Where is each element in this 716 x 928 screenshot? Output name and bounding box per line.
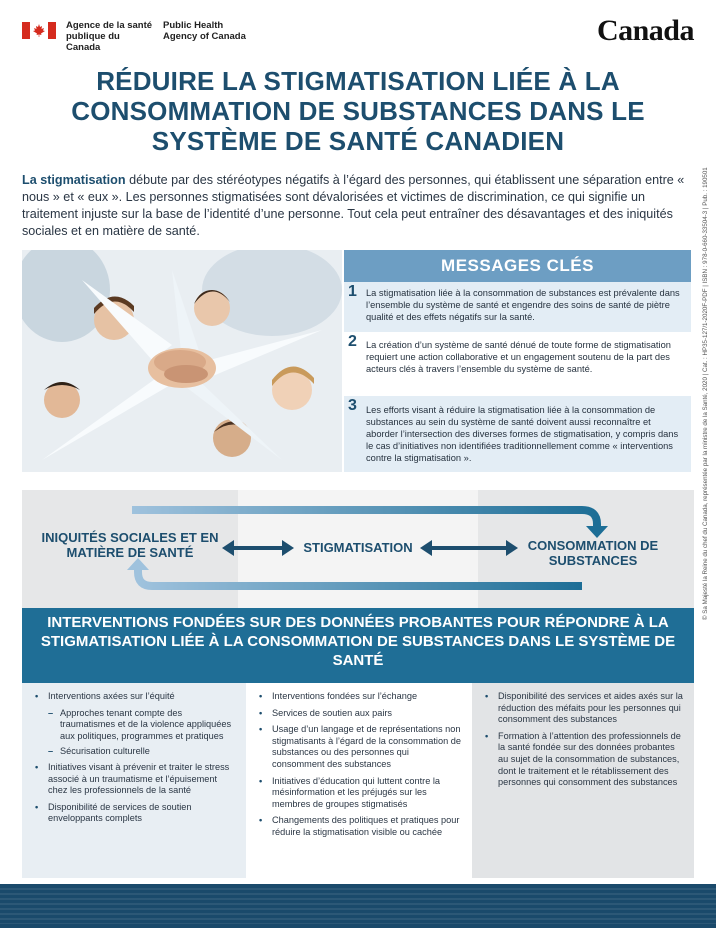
list-item: – Approches tenant compte des traumatismes et de la violence appliquées aux politiques, programmes et pratiques bbox=[32, 708, 238, 743]
list-item: • Initiatives d’éducation qui luttent contre la mésinformation et les préjugés sur les membres de groupes stigmatisés bbox=[256, 776, 464, 811]
key-message-number: 3 bbox=[348, 397, 357, 414]
key-message-text: Les efforts visant à réduire la stigmatisation liée à la consommation de substances au sein du système de santé doivent aussi reconnaître et aborder l’intersection des diverses formes de stigmatisation, y compris dans le cas d’initiatives non identifiées traditionnellement comme « interventions contre la stigmatisation ». bbox=[366, 405, 679, 463]
agency-name-french: Agence de la santé publique du Canada bbox=[66, 20, 153, 53]
interventions-column-2 bbox=[246, 683, 472, 878]
key-message-item bbox=[344, 332, 691, 396]
canada-flag-icon bbox=[22, 22, 56, 39]
cycle-label-substance-use: CONSOMMATION DE SUBSTANCES bbox=[527, 538, 659, 568]
list-item: • Disponibilité des services et aides axés sur la réduction des méfaits pour les personnes qui consomment des substances bbox=[482, 691, 686, 726]
key-messages-panel bbox=[344, 250, 691, 472]
page-title: RÉDUIRE LA STIGMATISATION LIÉE À LA CONSOMMATION DE SUBSTANCES DANS LE SYSTÈME DE SANTÉ CANADIEN bbox=[71, 66, 645, 156]
footer-band bbox=[0, 884, 716, 928]
list-item: • Disponibilité de services de soutien enveloppants complets bbox=[32, 802, 238, 825]
key-message-item bbox=[344, 282, 691, 332]
key-message-number: 1 bbox=[348, 283, 357, 300]
header bbox=[0, 0, 716, 60]
list-item: – Sécurisation culturelle bbox=[32, 746, 238, 758]
intro-text: débute par des stéréotypes négatifs à l’égard des personnes, qui établissent une séparation entre « nous » et « eux ». Les personnes stigmatisées sont dévalorisées et victimes de discrimination, ce qui signifie un traitement injuste sur la base de l’identité d’une personne. Tout cela peut entraîner des désavantages et des iniquités sociales et en matière de santé. bbox=[22, 173, 685, 238]
team-hands-photo bbox=[22, 250, 342, 472]
interventions-column-1 bbox=[22, 683, 246, 878]
interventions-heading: INTERVENTIONS FONDÉES SUR DES DONNÉES PROBANTES POUR RÉPONDRE À LA STIGMATISATION LIÉE À LA CONSOMMATION DE SUBSTANCES DANS LE SYSTÈME DE SANTÉ bbox=[22, 608, 694, 683]
canada-wordmark: Canada bbox=[596, 14, 694, 47]
publication-info: © Sa Majesté la Reine du chef du Canada, représentée par la ministre de la Santé, 2020 | Cat. : HP35-127/1-2020F-PDF | ISBN : 978-0-660-33504-3 | Pub. : 190501 bbox=[702, 167, 709, 620]
intro-paragraph bbox=[22, 172, 694, 240]
intro-highlight: La stigmatisation bbox=[22, 173, 126, 187]
list-item: • Formation à l’attention des professionnels de la santé fondée sur des données probantes au sujet de la consommation de substances, dont le traitement et le rétablissement des personnes qui consomment des substances bbox=[482, 731, 686, 789]
key-message-number: 2 bbox=[348, 333, 357, 350]
cycle-label-stigma: STIGMATISATION bbox=[303, 540, 413, 555]
key-message-text: La création d’un système de santé dénué de toute forme de stigmatisation requiert une action collaborative et un engagement soutenu de la part des acteurs clés à travers l’ensemble du système de santé. bbox=[366, 340, 671, 374]
list-item: • Changements des politiques et pratiques pour réduire la stigmatisation visible ou cachée bbox=[256, 815, 464, 838]
interventions-columns bbox=[22, 683, 694, 878]
key-message-text: La stigmatisation liée à la consommation de substances est prévalente dans l’ensemble du système de santé et engendre des soins de santé de piètre qualité et des effets négatifs sur la santé. bbox=[366, 288, 680, 322]
key-message-item bbox=[344, 396, 691, 472]
list-item: • Initiatives visant à prévenir et traiter le stress associé à un traumatisme et l’épuisement chez les professionnels de la santé bbox=[32, 762, 238, 797]
list-item: • Interventions axées sur l’équité bbox=[32, 691, 238, 703]
agency-name-english: Public Health Agency of Canada bbox=[163, 20, 246, 42]
key-messages-heading: MESSAGES CLÉS bbox=[344, 250, 691, 282]
list-item: • Usage d’un langage et de représentations non stigmatisants à l’égard de la consommation de substances ou des personnes qui consomment des substances bbox=[256, 724, 464, 770]
stigma-cycle-diagram bbox=[22, 490, 694, 608]
list-item: • Interventions fondées sur l’échange bbox=[256, 691, 464, 703]
interventions-column-3 bbox=[472, 683, 694, 878]
list-item: • Services de soutien aux pairs bbox=[256, 708, 464, 720]
cycle-label-inequities: INIQUITÉS SOCIALES ET EN MATIÈRE DE SANTÉ bbox=[41, 530, 219, 560]
